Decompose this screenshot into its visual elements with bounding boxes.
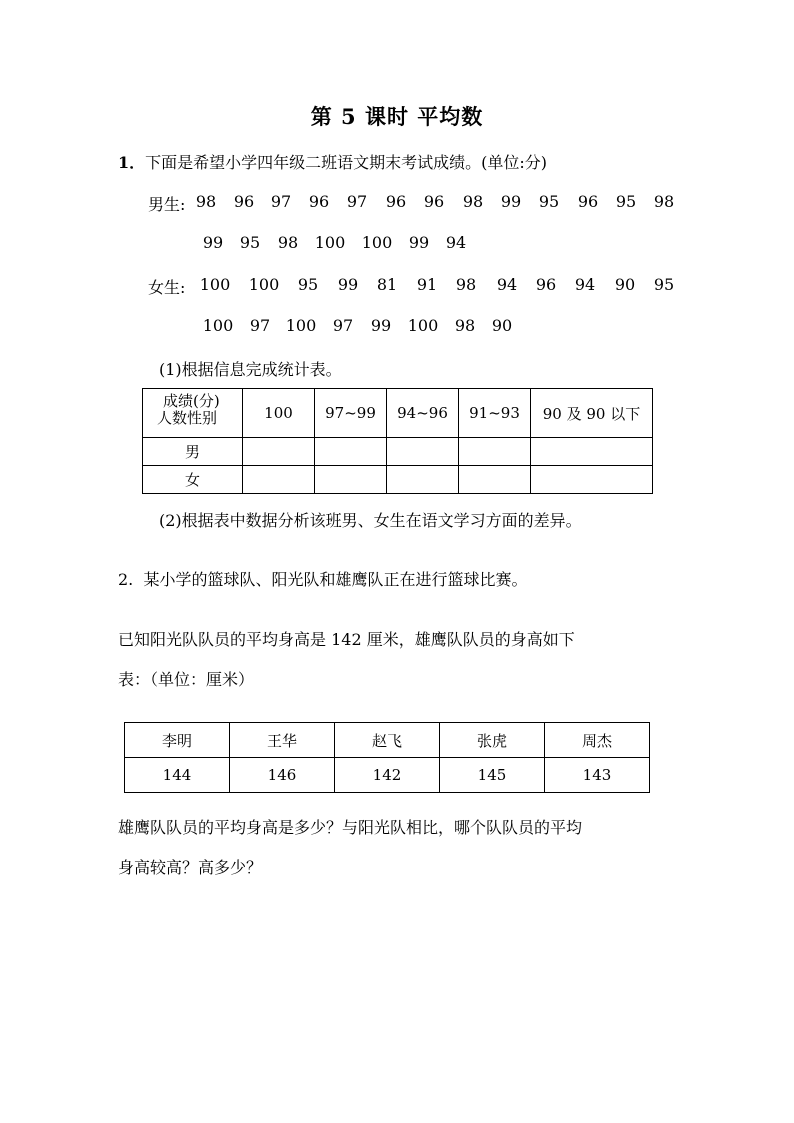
page-title: 第 5 课时 平均数 [310,104,484,129]
height-table [124,722,650,793]
score-value: 99 [337,275,359,294]
table-cell[interactable] [315,466,387,494]
score-value: 96 [385,192,407,211]
player-name: 周杰 [545,723,650,758]
score-value: 98 [277,233,299,252]
player-name: 张虎 [440,723,545,758]
girls-scores-line-2 [0,316,794,340]
player-height: 143 [545,758,650,793]
score-value: 99 [370,316,392,335]
score-value: 98 [454,316,476,335]
score-value: 94 [445,233,467,252]
question-1 [118,150,547,173]
corner-header-gender: 人数性别 [157,409,218,427]
table-cell[interactable] [387,466,459,494]
score-value: 100 [248,275,280,294]
girls-label: 女生: [148,278,186,297]
table-cell[interactable] [243,466,315,494]
question-number: 2. [118,570,134,589]
table-cell[interactable] [243,438,315,466]
question-text: 某小学的篮球队、阳光队和雄鹰队正在进行篮球比赛。 [143,570,528,589]
score-stat-table [142,388,653,494]
score-value: 96 [535,275,557,294]
column-header: 91~93 [459,389,531,438]
question-2-ask-line-2: 身高较高？高多少？ [118,858,263,877]
question-2-statement-line-2: 表：（单位：厘米） [118,670,255,689]
player-name: 王华 [230,723,335,758]
score-value: 95 [615,192,637,211]
score-value: 99 [408,233,430,252]
boys-label: 男生: [148,195,186,214]
corner-header-score: 成绩(分) [163,392,220,410]
table-cell[interactable] [459,438,531,466]
row-header-girls: 女 [143,466,243,494]
score-value: 95 [653,275,675,294]
score-value: 91 [416,275,438,294]
score-value: 95 [239,233,261,252]
player-height: 145 [440,758,545,793]
player-name: 李明 [125,723,230,758]
score-value: 98 [462,192,484,211]
sub-question-1: (1)根据信息完成统计表。 [159,360,342,379]
score-value: 100 [199,275,231,294]
score-value: 98 [455,275,477,294]
score-value: 90 [614,275,636,294]
score-value: 96 [233,192,255,211]
column-header: 97~99 [315,389,387,438]
girls-scores-line-1 [0,275,794,299]
boys-scores-line-1 [0,192,794,216]
question-number: 1． [118,153,146,172]
table-cell[interactable] [459,466,531,494]
table-cell[interactable] [315,438,387,466]
score-value: 96 [577,192,599,211]
score-value: 95 [297,275,319,294]
score-value: 90 [491,316,513,335]
score-value: 97 [270,192,292,211]
question-2 [118,567,527,590]
table-corner-header [143,389,243,438]
score-value: 100 [314,233,346,252]
score-value: 100 [285,316,317,335]
boys-scores-line-2 [0,233,794,257]
table-cell[interactable] [531,438,653,466]
player-name: 赵飞 [335,723,440,758]
column-header: 94~96 [387,389,459,438]
column-header: 90 及 90 以下 [531,389,653,438]
sub-question-2: (2)根据表中数据分析该班男、女生在语文学习方面的差异。 [159,511,582,530]
score-value: 98 [653,192,675,211]
player-height: 144 [125,758,230,793]
question-text: 下面是希望小学四年级二班语文期末考试成绩。(单位:分) [145,153,548,172]
player-height: 146 [230,758,335,793]
score-value: 94 [496,275,518,294]
score-value: 99 [202,233,224,252]
question-2-statement-line-1: 已知阳光队队员的平均身高是 142 厘米，雄鹰队队员的身高如下 [118,630,575,649]
score-value: 97 [332,316,354,335]
score-value: 81 [376,275,398,294]
score-value: 99 [500,192,522,211]
table-cell[interactable] [531,466,653,494]
score-value: 100 [361,233,393,252]
score-value: 95 [538,192,560,211]
score-value: 100 [202,316,234,335]
player-height: 142 [335,758,440,793]
score-value: 96 [423,192,445,211]
question-2-ask-line-1: 雄鹰队队员的平均身高是多少？与阳光队相比，哪个队队员的平均 [118,818,583,837]
score-value: 100 [407,316,439,335]
score-value: 98 [195,192,217,211]
score-value: 94 [574,275,596,294]
table-cell[interactable] [387,438,459,466]
score-value: 96 [308,192,330,211]
row-header-boys: 男 [143,438,243,466]
score-value: 97 [249,316,271,335]
score-value: 97 [346,192,368,211]
column-header: 100 [243,389,315,438]
